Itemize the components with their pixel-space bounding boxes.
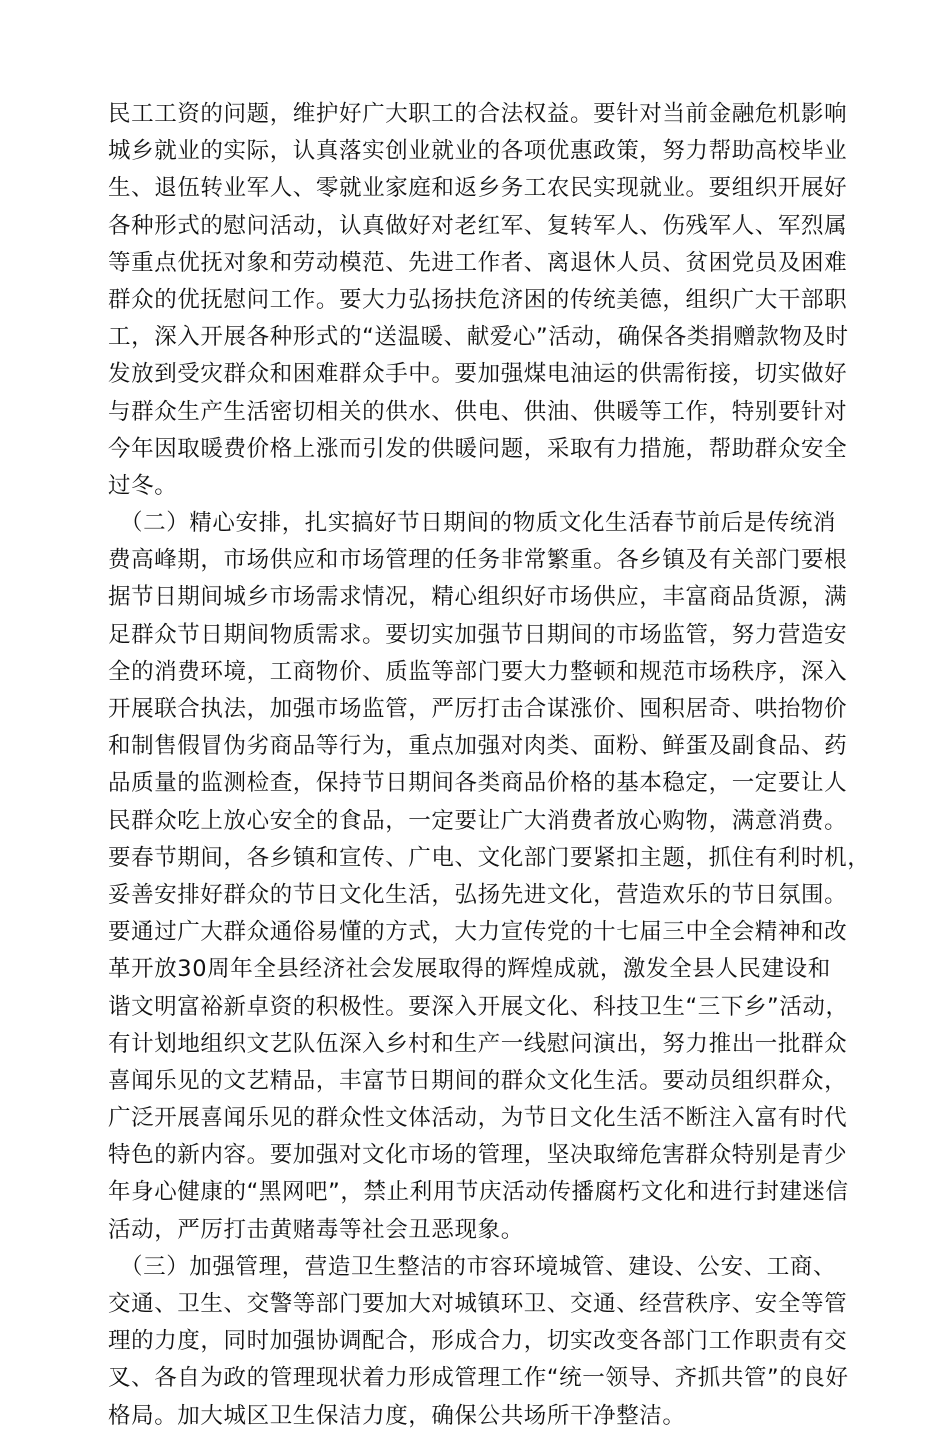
text-line: 格局。加大城区卫生保洁力度，确保公共场所干净整洁。 xyxy=(108,1402,686,1429)
text-line: 年身心健康的“黑网吧”，禁止利用节庆活动传播腐朽文化和进行封建迷信 xyxy=(108,1179,849,1206)
text-line: 理的力度，同时加强协调配合，形成合力，切实改变各部门工作职责有交 xyxy=(108,1328,848,1355)
text-line: 工，深入开展各种形式的“送温暖、献爱心”活动，确保各类捐赠款物及时 xyxy=(108,324,849,351)
text-line: 有计划地组织文艺队伍深入乡村和生产一线慰问演出，努力推出一批群众 xyxy=(108,1030,848,1057)
text-line: 费高峰期，市场供应和市场管理的任务非常繁重。各乡镇及有关部门要根 xyxy=(108,547,848,574)
text-line: 要春节期间，各乡镇和宣传、广电、文化部门要紧扣主题，抓住有利时机， xyxy=(108,844,871,871)
text-line: 足群众节日期间物质需求。要切实加强节日期间的市场监管，努力营造安 xyxy=(108,621,848,648)
text-line: 广泛开展喜闻乐见的群众性文体活动，为节日文化生活不断注入富有时代 xyxy=(108,1105,848,1132)
text-line: 妥善安排好群众的节日文化生活，弘扬先进文化，营造欢乐的节日氛围。 xyxy=(108,881,848,908)
text-line: 过冬。 xyxy=(108,472,178,499)
text-line: 革开放30周年全县经济社会发展取得的辉煌成就，激发全县人民建设和 xyxy=(108,956,831,983)
text-line: 开展联合执法，加强市场监管，严厉打击合谋涨价、囤积居奇、哄抬物价 xyxy=(108,696,848,722)
document-body xyxy=(108,96,871,1435)
text-line: 和制售假冒伪劣商品等行为，重点加强对肉类、面粉、鲜蛋及副食品、药 xyxy=(108,733,848,760)
text-line: 等重点优抚对象和劳动模范、先进工作者、离退休人员、贫困党员及困难 xyxy=(108,249,848,276)
text-line: 城乡就业的实际，认真落实创业就业的各项优惠政策，努力帮助高校毕业 xyxy=(108,138,848,165)
text-line: 品质量的监测检查，保持节日期间各类商品价格的基本稳定，一定要让人 xyxy=(108,770,848,797)
text-line: 谐文明富裕新卓资的积极性。要深入开展文化、科技卫生“三下乡”活动， xyxy=(108,993,849,1020)
text-line: 今年因取暖费价格上涨而引发的供暖问题，采取有力措施，帮助群众安全 xyxy=(108,435,848,462)
text-line: 发放到受灾群众和困难群众手中。要加强煤电油运的供需衔接，切实做好 xyxy=(108,361,848,388)
text-line: 要通过广大群众通俗易懂的方式，大力宣传党的十七届三中全会精神和改 xyxy=(108,919,848,946)
section-heading-line: （二）精心安排，扎实搞好节日期间的物质文化生活春节前后是传统消 xyxy=(120,510,837,537)
text-line: 活动，严厉打击黄赌毒等社会丑恶现象。 xyxy=(108,1216,524,1243)
text-line: 民群众吃上放心安全的食品，一定要让广大消费者放心购物，满意消费。 xyxy=(108,807,848,834)
text-line: 各种形式的慰问活动，认真做好对老红军、复转军人、伤残军人、军烈属 xyxy=(108,212,848,239)
text-line: 据节日期间城乡市场需求情况，精心组织好市场供应，丰富商品货源，满 xyxy=(108,584,848,611)
text-line: 生、退伍转业军人、零就业家庭和返乡务工农民实现就业。要组织开展好 xyxy=(108,175,848,202)
text-line: 与群众生产生活密切相关的供水、供电、供油、供暖等工作，特别要针对 xyxy=(108,398,848,425)
text-line: 叉、各自为政的管理现状着力形成管理工作“统一领导、齐抓共管”的良好 xyxy=(108,1365,849,1392)
text-line: 民工工资的问题，维护好广大职工的合法权益。要针对当前金融危机影响 xyxy=(108,101,848,127)
text-line: 群众的优抚慰问工作。要大力弘扬扶危济困的传统美德，组织广大干部职 xyxy=(108,286,848,313)
text-line: 全的消费环境，工商物价、质监等部门要大力整顿和规范市场秩序，深入 xyxy=(108,658,848,685)
text-line: 特色的新内容。要加强对文化市场的管理，坚决取缔危害群众特别是青少 xyxy=(108,1142,848,1169)
text-line: 交通、卫生、交警等部门要加大对城镇环卫、交通、经营秩序、安全等管 xyxy=(108,1291,848,1317)
section-heading-line: （三）加强管理，营造卫生整洁的市容环境城管、建设、公安、工商、 xyxy=(120,1253,837,1280)
text-line: 喜闻乐见的文艺精品，丰富节日期间的群众文化生活。要动员组织群众， xyxy=(108,1067,848,1094)
